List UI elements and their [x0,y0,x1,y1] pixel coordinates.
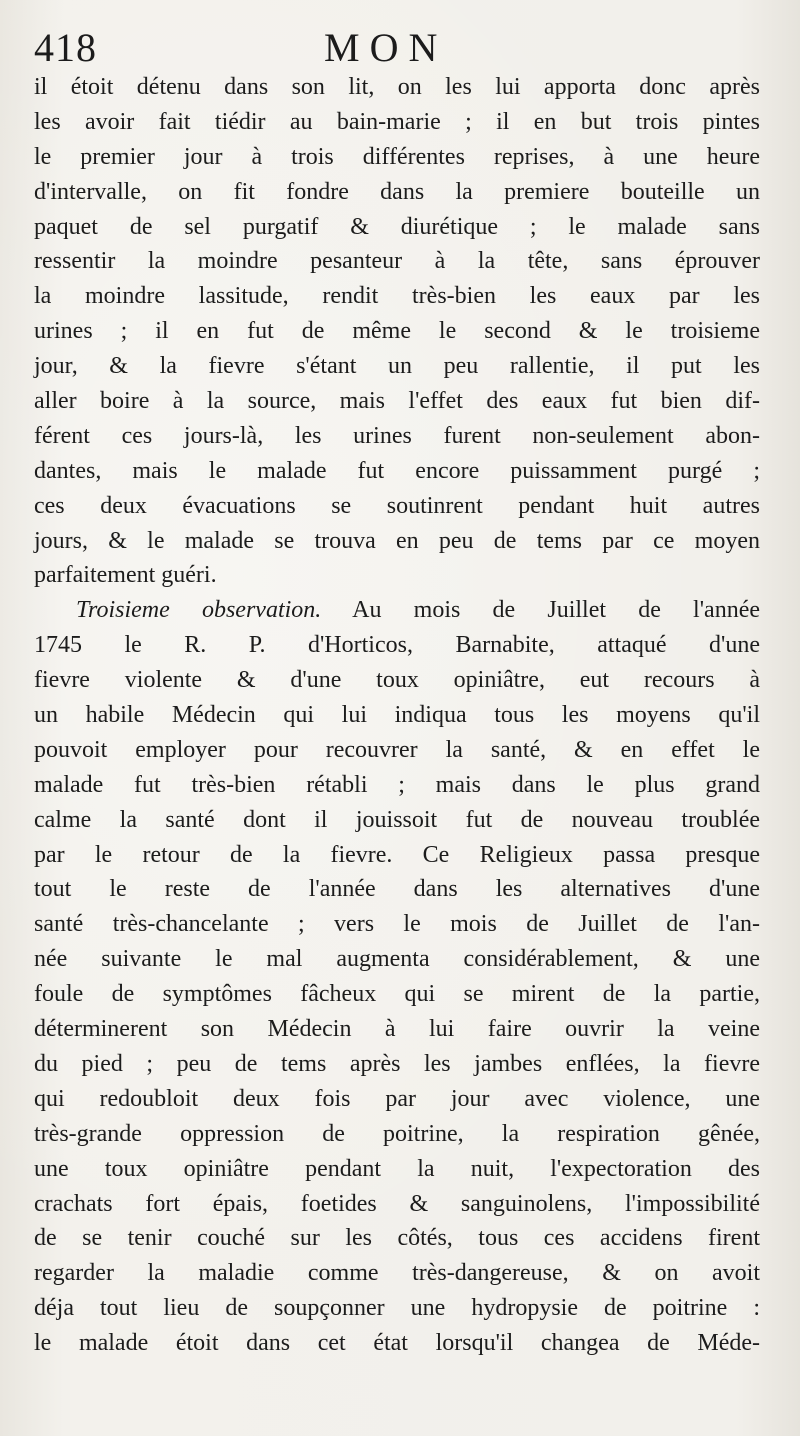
text-line: déterminerent son Médecin à lui faire ouvrir la veine [34,1016,760,1043]
text-line: tout le reste de l'année dans les alternatives d'une [34,876,760,903]
text-line: déja tout lieu de soupçonner une hydropysie de poitrine : [34,1295,760,1322]
text-line: férent ces jours-là, les urines furent non-seulement abon- [34,422,760,449]
text-line: fievre violente & d'une toux opiniâtre, eut recours à [34,667,760,694]
text-line: un habile Médecin qui lui indiqua tous les moyens qu'il [34,702,760,729]
text-line: santé très-chancelante ; vers le mois de Juillet de l'an- [34,911,760,938]
text-line: une toux opiniâtre pendant la nuit, l'expectoration des [34,1155,760,1182]
page-body [34,70,760,1361]
text-line: il étoit détenu dans son lit, on les lui apporta donc après [34,74,760,100]
observation-first-line-text: Au mois de Juillet de l'année [321,597,760,624]
text-line: dantes, mais le malade fut encore puissamment purgé ; [34,457,760,484]
page-header [34,18,760,78]
text-line: parfaitement guéri. [34,562,217,589]
text-line: paquet de sel purgatif & diurétique ; le malade sans [34,213,760,240]
text-line: du pied ; peu de tems après les jambes enflées, la fievre [34,1050,760,1077]
text-line: regarder la maladie comme très-dangereuse, & on avoit [34,1260,760,1287]
text-line: de se tenir couché sur les côtés, tous ces accidens firent [34,1225,760,1252]
text-line: la moindre lassitude, rendit très-bien les eaux par les [34,283,760,310]
text-line: les avoir fait tiédir au bain-marie ; il en but trois pintes [34,108,760,135]
running-head: MON [324,25,448,70]
text-line: pouvoit employer pour recouvrer la santé, & en effet le [34,736,760,763]
text-line: jour, & la fievre s'étant un peu rallentie, il put les [34,353,760,380]
text-line: très-grande oppression de poitrine, la respiration gênée, [34,1120,760,1147]
text-line: jours, & le malade se trouva en peu de tems par ce moyen [34,527,760,554]
text-line: le premier jour à trois différentes reprises, à une heure [34,143,760,170]
text-line: 1745 le R. P. d'Horticos, Barnabite, attaqué d'une [34,632,760,659]
text-line: urines ; il en fut de même le second & le troisieme [34,318,760,345]
text-line: foule de symptômes fâcheux qui se mirent de la partie, [34,981,760,1008]
text-line: par le retour de la fievre. Ce Religieux passa presque [34,841,760,868]
text-line: malade fut très-bien rétabli ; mais dans le plus grand [34,771,760,798]
text-line: crachats fort épais, foetides & sanguinolens, l'impossibilité [34,1190,760,1217]
page-number: 418 [34,25,97,70]
text-line: née suivante le mal augmenta considérablement, & une [34,946,760,973]
text-line: ressentir la moindre pesanteur à la tête, sans éprouver [34,248,760,275]
text-line: aller boire à la source, mais l'effet des eaux fut bien dif- [34,388,760,415]
text-line: ces deux évacuations se soutinrent pendant huit autres [34,492,760,519]
text-line: le malade étoit dans cet état lorsqu'il changea de Méde- [34,1330,760,1357]
observation-heading: Troisieme observation. [76,597,322,624]
text-line: d'intervalle, on fit fondre dans la premiere bouteille un [34,178,760,205]
text-line: qui redoubloit deux fois par jour avec violence, une [34,1085,760,1112]
observation-first-line [34,593,760,628]
text-line: calme la santé dont il jouissoit fut de nouveau troublée [34,806,760,833]
